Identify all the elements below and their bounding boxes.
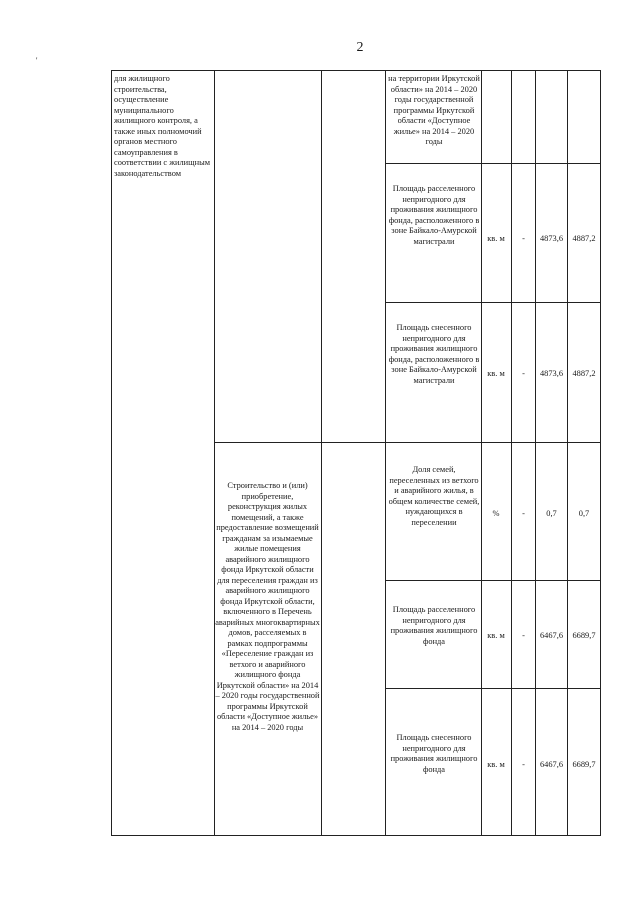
indicator-cell: Площадь снесенного непригодного для проживания жилищного фонда, расположенного в зоне Байкало-Амурской магистрали (388, 323, 480, 385)
unit-cell: % (492, 509, 500, 518)
page-number: 2 (356, 40, 364, 55)
value-2019: 4873,6 (539, 369, 564, 378)
value-2019: 0,7 (546, 509, 557, 518)
base-value: - (522, 760, 525, 769)
indicator-cell: Площадь расселенного непригодного для проживания жилищного фонда, расположенного в зоне Байкало-Амурской магистрали (388, 184, 480, 246)
value-2019: 4873,6 (539, 234, 564, 243)
base-value: - (522, 234, 525, 243)
unit-cell: кв. м (487, 631, 505, 640)
unit-cell: кв. м (487, 369, 505, 378)
value-2019: 6467,6 (539, 631, 564, 640)
unit-cell: кв. м (487, 760, 505, 769)
tick-mark: ' (36, 56, 38, 65)
base-value: - (522, 509, 525, 518)
value-2019: 6467,6 (539, 760, 564, 769)
value-2020: 0,7 (578, 509, 590, 518)
value-2020: 4887,2 (572, 234, 596, 243)
value-2020: 6689,7 (572, 631, 596, 640)
unit-cell: кв. м (487, 234, 505, 243)
indicator-cell: Доля семей, переселенных из ветхого и аварийного жилья, в общем количестве семей, нуждающихся в переселении (388, 465, 480, 527)
value-2020: 6689,7 (572, 760, 596, 769)
indicator-cell: Площадь расселенного непригодного для проживания жилищного фонда (390, 605, 478, 646)
event-cell: Строительство и (или) приобретение, реконструкция жилых помещений, а также предоставление возмещений гражданам за изымаемые жилые помещения аварийного жилищного фонда Иркутской области для переселения граждан из аварийного жилищного фонда Иркутской области, включенного в Перечень аварийных многоквартирных домов, расселяемых в рамках подпрограммы «Переселение граждан из ветхого и аварийного жилищного фонда Иркутской области» на 2014 – 2020 годы государственной программы Иркутской области «Доступное жилье» на 2014 – 2020 годы (215, 481, 320, 732)
base-value: - (522, 631, 525, 640)
program-cell: на территории Иркутской области» на 2014 – 2020 годы государственной программы Иркутской области «Доступное жилье» на 2014 – 2020 годы (388, 74, 480, 146)
goal-cell: для жилищного строительства, осуществление муниципального жилищного контроля, а также иных полномочий органов местного самоуправления в соответствии с жилищным законодательством (114, 74, 211, 178)
base-value: - (522, 369, 525, 378)
indicator-cell: Площадь снесенного непригодного для проживания жилищного фонда (390, 733, 478, 774)
value-2020: 4887,2 (572, 369, 596, 378)
